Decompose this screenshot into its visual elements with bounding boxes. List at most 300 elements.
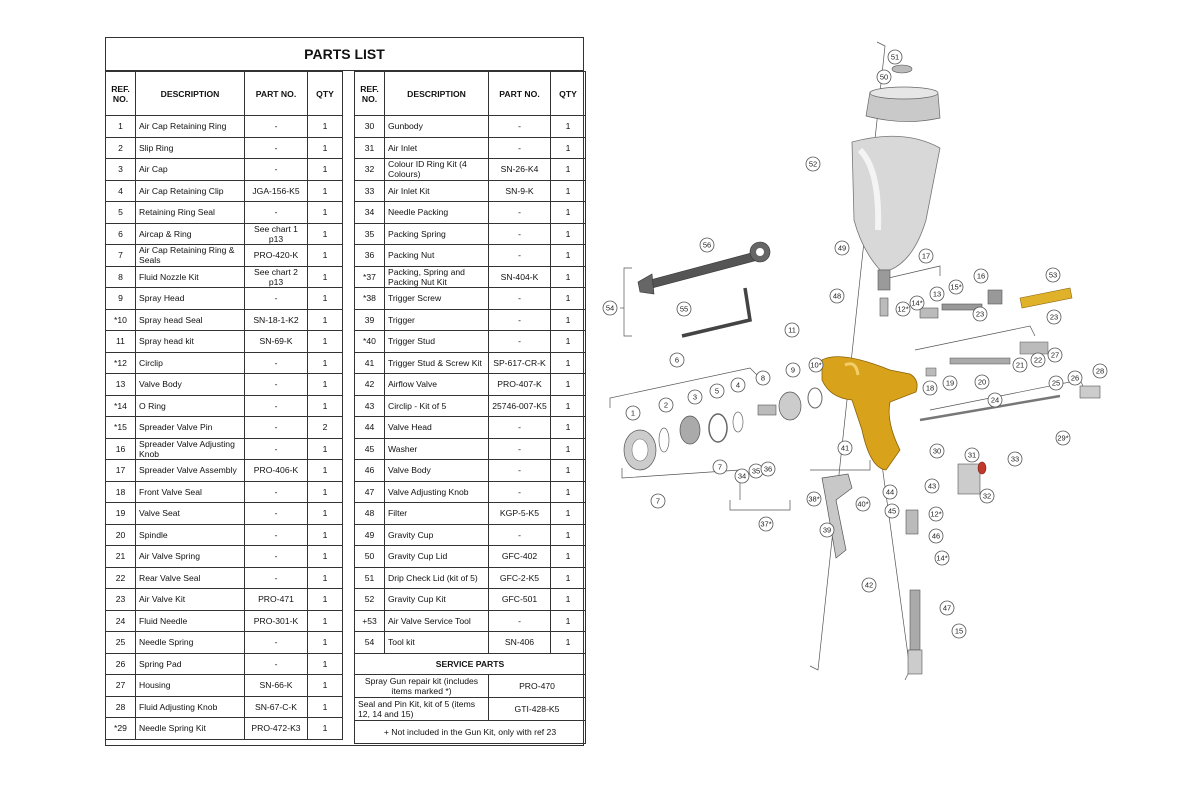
description-cell: Air Inlet Kit xyxy=(385,180,489,202)
part-no-cell: - xyxy=(245,438,308,460)
svg-text:2: 2 xyxy=(663,400,669,410)
table-row xyxy=(106,395,343,417)
svg-text:14*: 14* xyxy=(911,298,923,308)
table-row xyxy=(355,481,586,503)
part-no-cell: - xyxy=(489,116,551,138)
ref-no-cell: 2 xyxy=(106,137,136,159)
svg-text:43: 43 xyxy=(927,481,937,491)
ref-no-cell: 36 xyxy=(355,245,385,267)
description-cell: Spray head kit xyxy=(136,331,245,353)
qty-cell: 1 xyxy=(551,460,586,482)
table-row xyxy=(355,589,586,611)
table-row xyxy=(106,137,343,159)
parts-list-title: PARTS LIST xyxy=(106,38,583,71)
description-cell: Front Valve Seal xyxy=(136,481,245,503)
svg-text:28: 28 xyxy=(1095,366,1105,376)
part-no-cell: - xyxy=(245,159,308,181)
table-row xyxy=(106,718,343,740)
ref-no-cell: 19 xyxy=(106,503,136,525)
ref-no-cell: 27 xyxy=(106,675,136,697)
description-cell: Slip Ring xyxy=(136,137,245,159)
table-header-row xyxy=(355,72,586,116)
svg-text:20: 20 xyxy=(977,377,987,387)
header-description: DESCRIPTION xyxy=(385,72,489,116)
description-cell: Trigger Stud xyxy=(385,331,489,353)
svg-text:42: 42 xyxy=(864,580,874,590)
callout-8 xyxy=(756,371,770,385)
svg-text:12*: 12* xyxy=(930,509,942,519)
qty-cell: 1 xyxy=(551,159,586,181)
table-row xyxy=(355,180,586,202)
table-row xyxy=(355,223,586,245)
callout-31 xyxy=(965,448,979,462)
ref-no-cell: 23 xyxy=(106,589,136,611)
svg-text:19: 19 xyxy=(945,378,955,388)
ref-no-cell: *14 xyxy=(106,395,136,417)
svg-text:18: 18 xyxy=(925,383,935,393)
ref-no-cell: 44 xyxy=(355,417,385,439)
svg-text:52: 52 xyxy=(808,159,818,169)
callout-4 xyxy=(731,378,745,392)
svg-text:46: 46 xyxy=(931,531,941,541)
part-no-cell: SN-69-K xyxy=(245,331,308,353)
svg-text:51: 51 xyxy=(890,52,900,62)
ref-no-cell: 8 xyxy=(106,266,136,288)
ref-no-cell: 31 xyxy=(355,137,385,159)
ref-no-cell: 13 xyxy=(106,374,136,396)
parts-table-left-body xyxy=(106,116,343,740)
svg-text:53: 53 xyxy=(1048,270,1058,280)
svg-text:16: 16 xyxy=(976,271,986,281)
table-row xyxy=(106,288,343,310)
part-no-cell: - xyxy=(245,524,308,546)
table-row xyxy=(106,116,343,138)
svg-text:7: 7 xyxy=(717,462,723,472)
qty-cell: 1 xyxy=(551,524,586,546)
table-row xyxy=(355,503,586,525)
table-row xyxy=(355,417,586,439)
ref-no-cell: 26 xyxy=(106,653,136,675)
svg-text:22: 22 xyxy=(1033,355,1043,365)
table-row xyxy=(106,202,343,224)
table-row xyxy=(355,331,586,353)
part-no-cell: - xyxy=(245,632,308,654)
description-cell: Air Cap Retaining Ring & Seals xyxy=(136,245,245,267)
description-cell: Spindle xyxy=(136,524,245,546)
qty-cell: 1 xyxy=(308,331,343,353)
part-no-cell: PRO-471 xyxy=(245,589,308,611)
ref-no-cell: 11 xyxy=(106,331,136,353)
service-parts-section xyxy=(355,653,586,744)
description-cell: Airflow Valve xyxy=(385,374,489,396)
qty-cell: 1 xyxy=(308,632,343,654)
qty-cell: 1 xyxy=(308,245,343,267)
description-cell: Spreader Valve Pin xyxy=(136,417,245,439)
callout-2 xyxy=(659,398,673,412)
callout-50 xyxy=(877,70,891,84)
description-cell: Air Cap Retaining Clip xyxy=(136,180,245,202)
qty-cell: 2 xyxy=(308,417,343,439)
service-note: + Not included in the Gun Kit, only with ref 23 xyxy=(355,721,586,744)
callout-36 xyxy=(761,462,775,476)
table-row xyxy=(355,374,586,396)
table-row xyxy=(106,180,343,202)
description-cell: Air Cap xyxy=(136,159,245,181)
svg-text:24: 24 xyxy=(990,395,1000,405)
svg-text:6: 6 xyxy=(674,355,680,365)
part-no-cell: GFC-501 xyxy=(489,589,551,611)
gravity-cup-assembly xyxy=(852,65,940,316)
callout-23 xyxy=(973,307,987,321)
part-no-cell: - xyxy=(489,417,551,439)
part-no-cell: JGA-156-K5 xyxy=(245,180,308,202)
parts-table-right xyxy=(354,71,586,744)
qty-cell: 1 xyxy=(551,567,586,589)
qty-cell: 1 xyxy=(551,137,586,159)
header-qty: QTY xyxy=(308,72,343,116)
description-cell: Gravity Cup xyxy=(385,524,489,546)
description-cell: Packing, Spring and Packing Nut Kit xyxy=(385,266,489,288)
table-row xyxy=(106,417,343,439)
callout-43 xyxy=(925,479,939,493)
callout-23 xyxy=(1047,310,1061,324)
description-cell: Gunbody xyxy=(385,116,489,138)
table-row xyxy=(355,546,586,568)
part-no-cell: - xyxy=(489,202,551,224)
ref-no-cell: 48 xyxy=(355,503,385,525)
ref-no-cell: 9 xyxy=(106,288,136,310)
callout-51 xyxy=(888,50,902,64)
qty-cell: 1 xyxy=(551,245,586,267)
part-no-cell: SN-67-C-K xyxy=(245,696,308,718)
callout-47 xyxy=(940,601,954,615)
ref-no-cell: 20 xyxy=(106,524,136,546)
table-row xyxy=(355,288,586,310)
callout-7 xyxy=(713,460,727,474)
ref-no-cell: 52 xyxy=(355,589,385,611)
part-no-cell: KGP-5-K5 xyxy=(489,503,551,525)
table-row xyxy=(355,567,586,589)
svg-text:8: 8 xyxy=(760,373,766,383)
qty-cell: 1 xyxy=(308,309,343,331)
qty-cell: 1 xyxy=(551,288,586,310)
ref-no-cell: 34 xyxy=(355,202,385,224)
ref-no-cell: 28 xyxy=(106,696,136,718)
ref-no-cell: *10 xyxy=(106,309,136,331)
callout-15 xyxy=(952,624,966,638)
callout-15-star xyxy=(949,280,963,294)
qty-cell: 1 xyxy=(308,610,343,632)
description-cell: Spreader Valve Assembly xyxy=(136,460,245,482)
table-row xyxy=(355,632,586,654)
qty-cell: 1 xyxy=(551,632,586,654)
table-row xyxy=(106,503,343,525)
callout-38-star xyxy=(807,492,821,506)
ref-no-cell: 35 xyxy=(355,223,385,245)
ref-no-cell: 16 xyxy=(106,438,136,460)
callout-42 xyxy=(862,578,876,592)
service-description: Spray Gun repair kit (includes items marked *) xyxy=(355,675,489,698)
svg-text:4: 4 xyxy=(735,380,741,390)
ref-no-cell: 1 xyxy=(106,116,136,138)
description-cell: Valve Body xyxy=(385,460,489,482)
qty-cell: 1 xyxy=(551,589,586,611)
callout-29-star xyxy=(1056,431,1070,445)
ref-no-cell: 43 xyxy=(355,395,385,417)
callout-26 xyxy=(1068,371,1082,385)
qty-cell: 1 xyxy=(308,524,343,546)
description-cell: O Ring xyxy=(136,395,245,417)
qty-cell: 1 xyxy=(551,374,586,396)
table-row xyxy=(355,352,586,374)
description-cell: Trigger Screw xyxy=(385,288,489,310)
part-no-cell: GFC-402 xyxy=(489,546,551,568)
callout-55 xyxy=(677,302,691,316)
svg-text:15*: 15* xyxy=(950,282,962,292)
callout-19 xyxy=(943,376,957,390)
description-cell: Circlip - Kit of 5 xyxy=(385,395,489,417)
svg-text:17: 17 xyxy=(921,251,931,261)
table-row xyxy=(106,460,343,482)
callout-44 xyxy=(883,485,897,499)
callout-12-star xyxy=(929,507,943,521)
svg-text:35: 35 xyxy=(751,466,761,476)
description-cell: Air Valve Spring xyxy=(136,546,245,568)
ref-no-cell: 4 xyxy=(106,180,136,202)
table-row xyxy=(355,460,586,482)
callout-10-star xyxy=(809,358,823,372)
qty-cell: 1 xyxy=(308,266,343,288)
ref-no-cell: 21 xyxy=(106,546,136,568)
description-cell: Colour ID Ring Kit (4 Colours) xyxy=(385,159,489,181)
header-ref: REF. NO. xyxy=(355,72,385,116)
callout-40-star xyxy=(856,497,870,511)
callout-48 xyxy=(830,289,844,303)
part-no-cell: - xyxy=(489,137,551,159)
service-parts-heading: SERVICE PARTS xyxy=(355,653,586,675)
part-no-cell: - xyxy=(245,202,308,224)
part-no-cell: - xyxy=(245,137,308,159)
svg-text:56: 56 xyxy=(702,240,712,250)
part-no-cell: SN-66-K xyxy=(245,675,308,697)
header-ref: REF. NO. xyxy=(106,72,136,116)
part-no-cell: PRO-420-K xyxy=(245,245,308,267)
svg-text:9: 9 xyxy=(790,365,796,375)
callout-11 xyxy=(785,323,799,337)
part-no-cell: PRO-407-K xyxy=(489,374,551,396)
qty-cell: 1 xyxy=(551,395,586,417)
svg-text:23: 23 xyxy=(975,309,985,319)
ref-no-cell: 51 xyxy=(355,567,385,589)
table-row xyxy=(106,159,343,181)
part-no-cell: - xyxy=(245,546,308,568)
svg-text:44: 44 xyxy=(885,487,895,497)
part-no-cell: - xyxy=(489,610,551,632)
table-row xyxy=(106,223,343,245)
callout-25 xyxy=(1049,376,1063,390)
description-cell: Air Valve Kit xyxy=(136,589,245,611)
qty-cell: 1 xyxy=(308,438,343,460)
table-row xyxy=(106,481,343,503)
callout-7 xyxy=(651,494,665,508)
part-no-cell: SN-406 xyxy=(489,632,551,654)
qty-cell: 1 xyxy=(308,374,343,396)
svg-text:41: 41 xyxy=(840,443,850,453)
qty-cell: 1 xyxy=(551,202,586,224)
ref-no-cell: *29 xyxy=(106,718,136,740)
svg-text:23: 23 xyxy=(1049,312,1059,322)
callout-9 xyxy=(786,363,800,377)
svg-text:48: 48 xyxy=(832,291,842,301)
description-cell: Packing Nut xyxy=(385,245,489,267)
svg-text:13: 13 xyxy=(932,289,942,299)
table-row xyxy=(106,438,343,460)
svg-text:38*: 38* xyxy=(808,494,820,504)
description-cell: Air Valve Service Tool xyxy=(385,610,489,632)
svg-text:49: 49 xyxy=(837,243,847,253)
qty-cell: 1 xyxy=(551,417,586,439)
ref-no-cell: 5 xyxy=(106,202,136,224)
svg-text:47: 47 xyxy=(942,603,952,613)
callout-41 xyxy=(838,441,852,455)
qty-cell: 1 xyxy=(551,266,586,288)
header-part-no: PART NO. xyxy=(489,72,551,116)
table-row xyxy=(106,245,343,267)
part-no-cell: - xyxy=(489,223,551,245)
description-cell: Fluid Nozzle Kit xyxy=(136,266,245,288)
ref-no-cell: 24 xyxy=(106,610,136,632)
callout-14-star xyxy=(910,296,924,310)
svg-text:37*: 37* xyxy=(760,519,772,529)
table-row xyxy=(355,202,586,224)
ref-no-cell: *15 xyxy=(106,417,136,439)
ref-no-cell: 50 xyxy=(355,546,385,568)
qty-cell: 1 xyxy=(551,503,586,525)
qty-cell: 1 xyxy=(308,159,343,181)
part-no-cell: - xyxy=(245,567,308,589)
table-row xyxy=(355,159,586,181)
part-no-cell: See chart 1 p13 xyxy=(245,223,308,245)
ref-no-cell: *40 xyxy=(355,331,385,353)
description-cell: Valve Head xyxy=(385,417,489,439)
qty-cell: 1 xyxy=(551,481,586,503)
callout-5 xyxy=(710,384,724,398)
ref-no-cell: 17 xyxy=(106,460,136,482)
svg-text:54: 54 xyxy=(605,303,615,313)
ref-no-cell: 7 xyxy=(106,245,136,267)
qty-cell: 1 xyxy=(308,137,343,159)
qty-cell: 1 xyxy=(551,352,586,374)
description-cell: Gravity Cup Lid xyxy=(385,546,489,568)
description-cell: Air Inlet xyxy=(385,137,489,159)
description-cell: Needle Spring Kit xyxy=(136,718,245,740)
callout-20 xyxy=(975,375,989,389)
qty-cell: 1 xyxy=(308,352,343,374)
ref-no-cell: *12 xyxy=(106,352,136,374)
qty-cell: 1 xyxy=(551,546,586,568)
qty-cell: 1 xyxy=(308,589,343,611)
svg-text:33: 33 xyxy=(1010,454,1020,464)
callout-14-star xyxy=(935,551,949,565)
callout-12-star xyxy=(896,302,910,316)
qty-cell: 1 xyxy=(551,438,586,460)
callout-28 xyxy=(1093,364,1107,378)
qty-cell: 1 xyxy=(308,696,343,718)
callout-52 xyxy=(806,157,820,171)
description-cell: Valve Seat xyxy=(136,503,245,525)
table-row xyxy=(106,266,343,288)
description-cell: Rear Valve Seal xyxy=(136,567,245,589)
table-row xyxy=(106,352,343,374)
svg-text:32: 32 xyxy=(982,491,992,501)
part-no-cell: PRO-406-K xyxy=(245,460,308,482)
ref-no-cell: 41 xyxy=(355,352,385,374)
description-cell: Air Cap Retaining Ring xyxy=(136,116,245,138)
qty-cell: 1 xyxy=(551,309,586,331)
description-cell: Drip Check Lid (kit of 5) xyxy=(385,567,489,589)
service-part-no: GTI-428-K5 xyxy=(489,698,586,721)
description-cell: Valve Adjusting Knob xyxy=(385,481,489,503)
ref-no-cell: 49 xyxy=(355,524,385,546)
table-row xyxy=(106,309,343,331)
ref-no-cell: 32 xyxy=(355,159,385,181)
qty-cell: 1 xyxy=(308,546,343,568)
ref-no-cell: *37 xyxy=(355,266,385,288)
description-cell: Needle Packing xyxy=(385,202,489,224)
trigger-drawing xyxy=(822,474,852,558)
part-no-cell: SN-26-K4 xyxy=(489,159,551,181)
description-cell: Housing xyxy=(136,675,245,697)
description-cell: Needle Spring xyxy=(136,632,245,654)
qty-cell: 1 xyxy=(308,718,343,740)
part-no-cell: SN-9-K xyxy=(489,180,551,202)
service-part-no: PRO-470 xyxy=(489,675,586,698)
svg-text:27: 27 xyxy=(1050,350,1060,360)
description-cell: Valve Body xyxy=(136,374,245,396)
table-row xyxy=(106,331,343,353)
svg-text:39: 39 xyxy=(822,525,832,535)
part-no-cell: - xyxy=(245,653,308,675)
table-row xyxy=(355,266,586,288)
part-no-cell: - xyxy=(489,481,551,503)
callout-33 xyxy=(1008,452,1022,466)
part-no-cell: See chart 2 p13 xyxy=(245,266,308,288)
callout-21 xyxy=(1013,358,1027,372)
exploded-view-diagram xyxy=(590,30,1200,790)
svg-text:15: 15 xyxy=(954,626,964,636)
ref-no-cell: 47 xyxy=(355,481,385,503)
callout-6 xyxy=(670,353,684,367)
part-no-cell: - xyxy=(489,288,551,310)
description-cell: Packing Spring xyxy=(385,223,489,245)
table-row xyxy=(106,632,343,654)
part-no-cell: - xyxy=(245,116,308,138)
svg-text:45: 45 xyxy=(887,506,897,516)
qty-cell: 1 xyxy=(308,202,343,224)
part-no-cell: - xyxy=(245,395,308,417)
table-row xyxy=(355,116,586,138)
callout-34 xyxy=(735,469,749,483)
description-cell: Tool kit xyxy=(385,632,489,654)
description-cell: Gravity Cup Kit xyxy=(385,589,489,611)
description-cell: Spray Head xyxy=(136,288,245,310)
ref-no-cell: 22 xyxy=(106,567,136,589)
callout-46 xyxy=(929,529,943,543)
svg-text:7: 7 xyxy=(655,496,661,506)
callout-17 xyxy=(919,249,933,263)
part-no-cell: - xyxy=(489,331,551,353)
callout-54 xyxy=(603,301,617,315)
